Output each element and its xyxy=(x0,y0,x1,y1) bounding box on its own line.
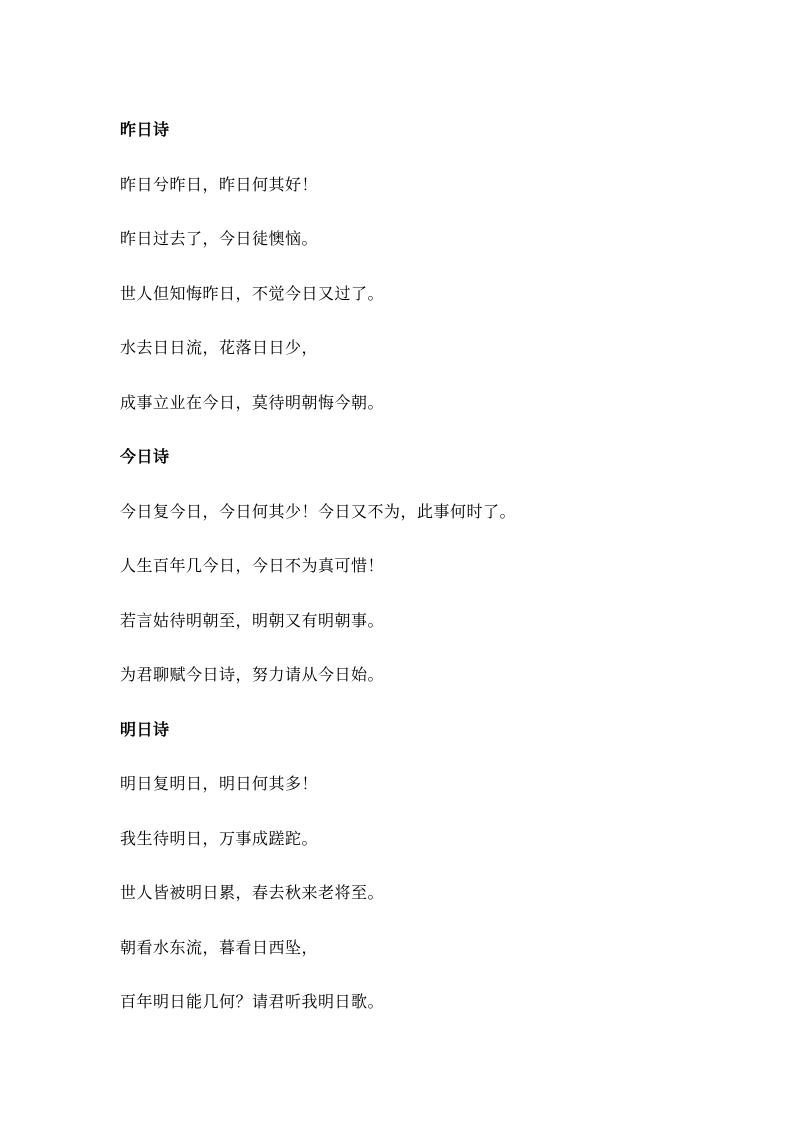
poem-line: 世人但知悔昨日，不觉今日又过了。 xyxy=(120,284,385,303)
poem-line: 百年明日能几何？请君听我明日歌。 xyxy=(120,992,385,1011)
poem-title-yesterday: 昨日诗 xyxy=(120,120,170,139)
poem-line: 水去日日流，花落日日少， xyxy=(120,338,319,357)
poem-line: 世人皆被明日累，春去秋来老将至。 xyxy=(120,883,385,902)
poem-line: 成事立业在今日，莫待明朝悔今朝。 xyxy=(120,393,385,412)
poem-line: 为君聊赋今日诗，努力请从今日始。 xyxy=(120,665,385,684)
poem-title-today: 今日诗 xyxy=(120,447,170,466)
poem-line: 昨日兮昨日，昨日何其好！ xyxy=(120,175,319,194)
poem-line: 朝看水东流，暮看日西坠， xyxy=(120,938,319,957)
poem-line: 今日复今日，今日何其少！今日又不为，此事何时了。 xyxy=(120,502,517,521)
poem-title-tomorrow: 明日诗 xyxy=(120,720,170,739)
poem-line: 我生待明日，万事成蹉跎。 xyxy=(120,829,319,848)
poem-line: 昨日过去了，今日徒懊恼。 xyxy=(120,229,319,248)
poem-line: 人生百年几今日，今日不为真可惜！ xyxy=(120,556,385,575)
poem-line: 若言姑待明朝至，明朝又有明朝事。 xyxy=(120,611,385,630)
poem-line: 明日复明日，明日何其多！ xyxy=(120,774,319,793)
